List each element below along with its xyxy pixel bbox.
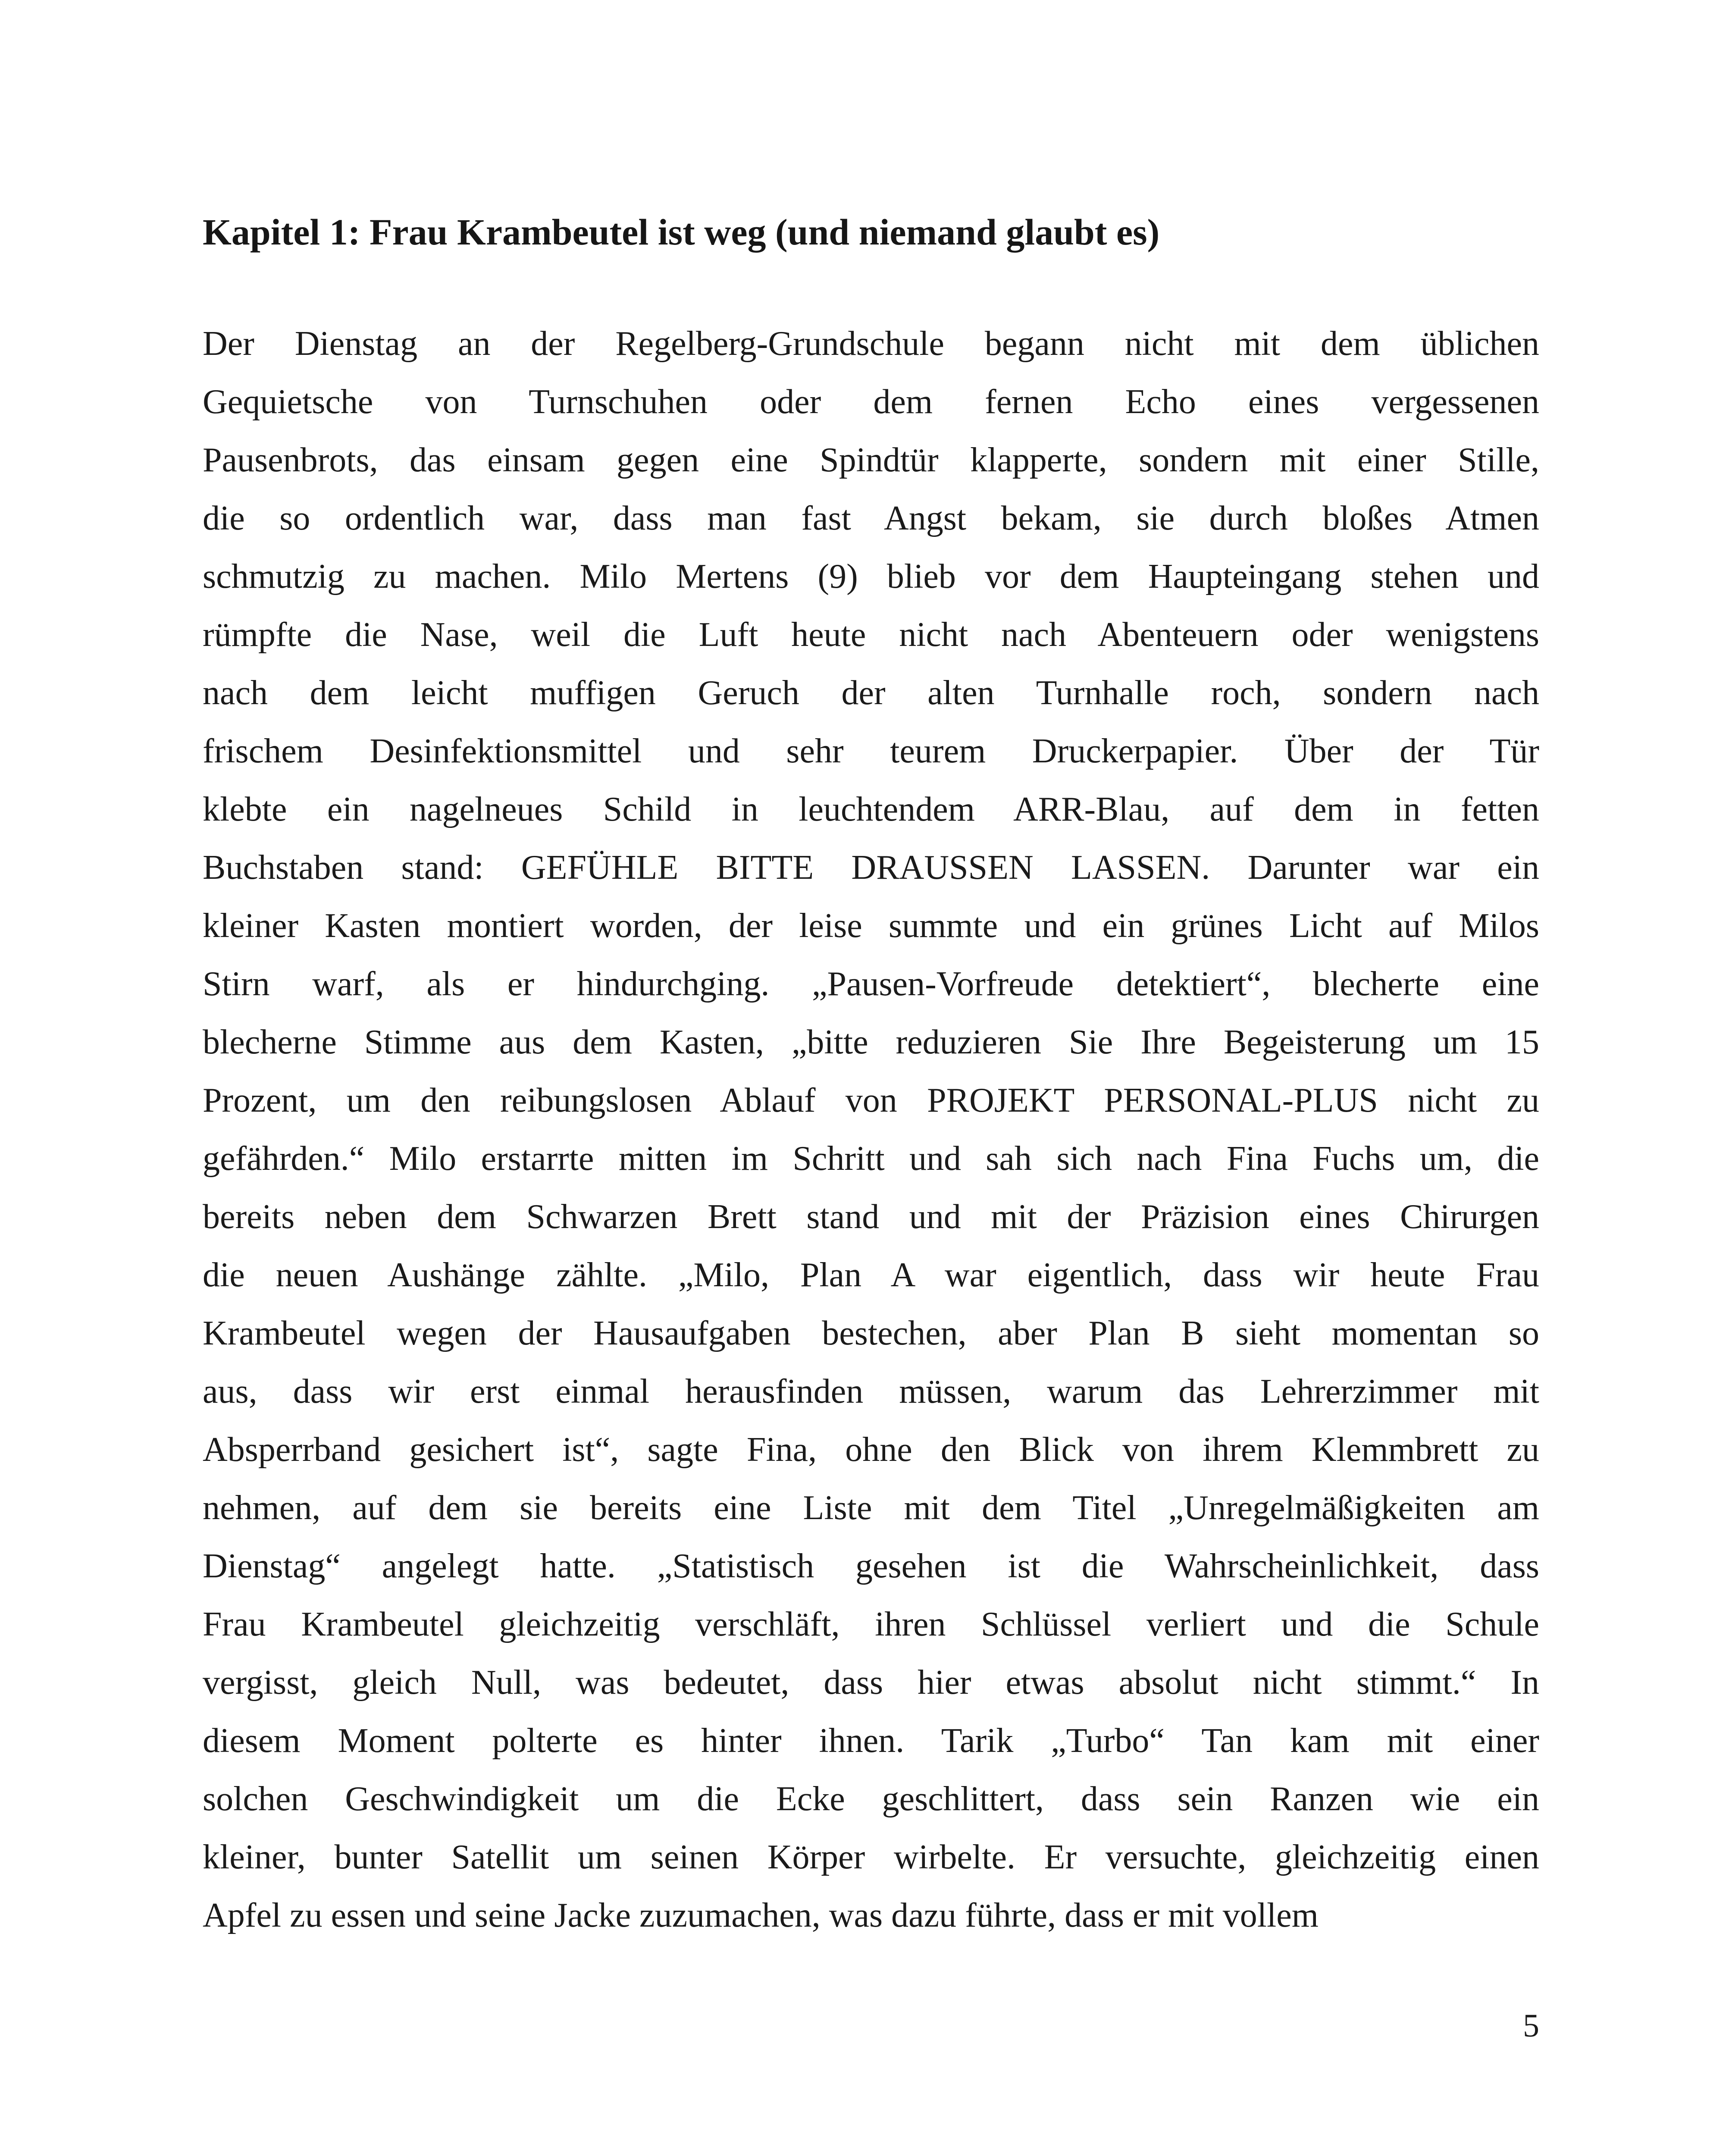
text-line: bereits neben dem Schwarzen Brett stand und mit der Präzision eines Chirurgen <box>203 1198 1539 1236</box>
text-line: Prozent, um den reibungslosen Ablauf von PROJEKT PERSONAL-PLUS nicht zu <box>203 1081 1539 1119</box>
text-line: Gequietsche von Turnschuhen oder dem fernen Echo eines vergessenen <box>203 383 1539 421</box>
text-line: kleiner Kasten montiert worden, der leise summte und ein grünes Licht auf Milos <box>203 907 1539 945</box>
text-line: Krambeutel wegen der Hausaufgaben bestechen, aber Plan B sieht momentan so <box>203 1314 1539 1352</box>
text-line: vergisst, gleich Null, was bedeutet, dass hier etwas absolut nicht stimmt.“ In <box>203 1664 1539 1702</box>
text-line: Frau Krambeutel gleichzeitig verschläft, ihren Schlüssel verliert und die Schule <box>203 1605 1539 1643</box>
text-line: Apfel zu essen und seine Jacke zuzumachen, was dazu führte, dass er mit vollem <box>203 1896 1319 1934</box>
text-line: die neuen Aushänge zählte. „Milo, Plan A war eigentlich, dass wir heute Frau <box>203 1256 1539 1294</box>
text-line: die so ordentlich war, dass man fast Angst bekam, sie durch bloßes Atmen <box>203 499 1539 537</box>
text-line: Der Dienstag an der Regelberg-Grundschule begann nicht mit dem üblichen <box>203 325 1539 363</box>
text-line: nach dem leicht muffigen Geruch der alten Turnhalle roch, sondern nach <box>203 674 1539 712</box>
chapter-title: Kapitel 1: Frau Krambeutel ist weg (und niemand glaubt es) <box>203 211 1160 253</box>
text-line: diesem Moment polterte es hinter ihnen. Tarik „Turbo“ Tan kam mit einer <box>203 1722 1539 1760</box>
text-line: Stirn warf, als er hindurchging. „Pausen-Vorfreude detektiert“, blecherte eine <box>203 965 1539 1003</box>
body-text <box>203 315 1539 1945</box>
text-line: Absperrband gesichert ist“, sagte Fina, ohne den Blick von ihrem Klemmbrett zu <box>203 1431 1539 1469</box>
text-line: gefährden.“ Milo erstarrte mitten im Schritt und sah sich nach Fina Fuchs um, die <box>203 1140 1539 1178</box>
text-line: rümpfte die Nase, weil die Luft heute nicht nach Abenteuern oder wenigstens <box>203 616 1539 654</box>
text-line: Dienstag“ angelegt hatte. „Statistisch gesehen ist die Wahrscheinlichkeit, dass <box>203 1547 1539 1585</box>
text-line: klebte ein nagelneues Schild in leuchtendem ARR-Blau, auf dem in fetten <box>203 790 1539 828</box>
text-line: kleiner, bunter Satellit um seinen Körper wirbelte. Er versuchte, gleichzeitig einen <box>203 1838 1539 1876</box>
text-line: schmutzig zu machen. Milo Mertens (9) blieb vor dem Haupteingang stehen und <box>203 558 1539 595</box>
text-line: frischem Desinfektionsmittel und sehr teurem Druckerpapier. Über der Tür <box>203 732 1539 770</box>
page-number: 5 <box>1523 2008 1539 2044</box>
text-line: aus, dass wir erst einmal herausfinden müssen, warum das Lehrerzimmer mit <box>203 1373 1539 1410</box>
text-line: solchen Geschwindigkeit um die Ecke geschlittert, dass sein Ranzen wie ein <box>203 1780 1539 1818</box>
text-line: blecherne Stimme aus dem Kasten, „bitte reduzieren Sie Ihre Begeisterung um 15 <box>203 1023 1539 1061</box>
text-line: Buchstaben stand: GEFÜHLE BITTE DRAUSSEN LASSEN. Darunter war ein <box>203 849 1539 887</box>
text-line: nehmen, auf dem sie bereits eine Liste mit dem Titel „Unregelmäßigkeiten am <box>203 1489 1539 1527</box>
text-line: Pausenbrots, das einsam gegen eine Spindtür klapperte, sondern mit einer Stille, <box>203 441 1539 479</box>
